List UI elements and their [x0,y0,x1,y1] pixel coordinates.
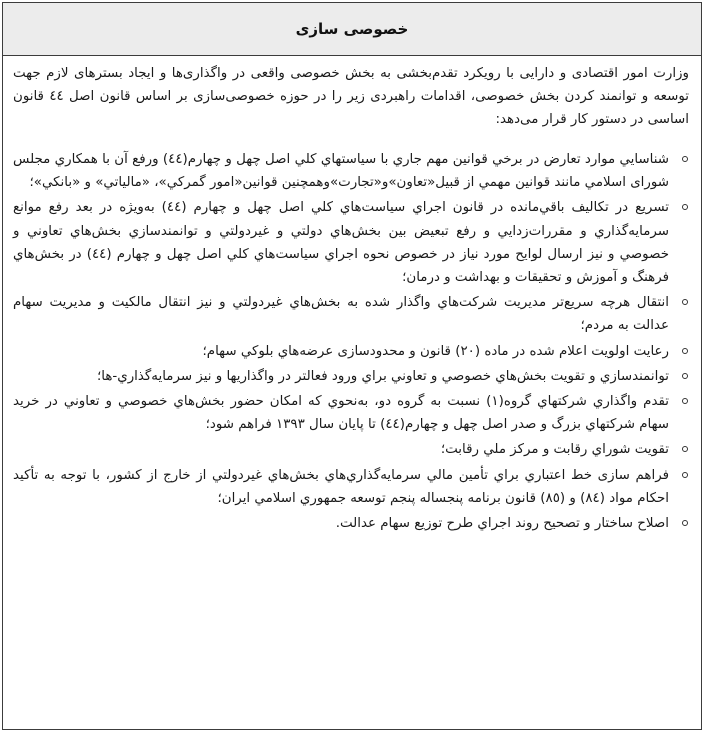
circle-bullet-icon [682,204,688,210]
list-item [13,340,691,363]
list-item-text: اصلاح ساختار و تصحيح روند اجراي طرح توزيع سهام عدالت. [335,516,669,532]
title-bar [3,3,701,56]
list-item-text: شناسايي موارد تعارض در برخي قوانين مهم جاري با سياستهاي كلي اصل چهل و چهارم(٤٤) ورفع آن با همكاري مجلس شوراى اسلامي مانند قوانين مهمي از قبيل«تعاون»و«تجارت»وهمچنين قوانين«امور گمركي»، «مالياتي» و «بانكي»؛ [13,152,669,191]
circle-bullet-icon [682,446,688,452]
list-item [13,196,691,289]
circle-bullet-icon [682,348,688,354]
document-content [3,56,701,535]
circle-bullet-icon [682,520,688,526]
action-list [13,148,691,535]
list-item [13,148,691,194]
list-item-text: توانمندسازي و تقويت بخش‌هاي خصوصي و تعاوني براي ورود فعالتر در واگذاريها و نيز سرمايه‌گذاري‌-ها؛ [97,368,669,384]
list-item-text: فراهم سازی خط اعتباري براي تأمين مالي سرمايه‌گذاري‌هاي بخش‌هاي غيردولتي از خارج از كشور، با توجه به تأكيد احكام مواد (٨٤) و (٨٥) قانون برنامه پنجساله پنجم توسعه جمهوري اسلامي ايران؛ [13,467,669,506]
list-item-text: رعايت اولويت اعلام شده در ماده (٢٠) قانون و محدودسازی عرضه‌هاي بلوكي سهام؛ [202,343,669,359]
list-item-text: تسريع در تكاليف باقي‌مانده در قانون اجراي سياست‌هاي كلي اصل چهل و چهارم (٤٤) به‌ويژه در بعد رفع موانع سرمايه‌گذاري و مقررات‌زدايي و رفع تبعيض بين بخش‌هاي دولتي و غيردولتي و توانمندسازي بخش‌هاي تعاوني و خصوصي و نيز ارسال لوايح مورد نياز در خصوص نحوه اجراي سياست‌هاي كلي اصل چهل و چهارم (٤٤) در بخش‌هاي فرهنگ و آموزش و تحقيقات و بهداشت و درمان؛ [13,200,669,286]
list-item-text: تقدم واگذاري شركتهاي گروه(١) نسبت به گروه دو، به‌نحوي كه امكان حضور بخش‌هاي خصوصي و تعاوني در خريد سهام شركتهاي بزرگ و صدر اصل چهل و چهارم(٤٤) تا پايان سال ١٣٩٣ فراهم شود؛ [13,394,669,433]
list-item [13,291,691,337]
list-item [13,365,691,388]
circle-bullet-icon [682,398,688,404]
circle-bullet-icon [682,373,688,379]
list-item-text: انتقال هرچه سريع‌تر مديريت شركت‌هاي واگذار شده به بخش‌هاي غيردولتي و نيز انتقال مالكيت و مديريت سهام عدالت به مردم؛ [13,295,669,334]
list-item-text: تقويت شوراي رقابت و مركز ملي رقابت؛ [440,442,669,458]
list-item [13,390,691,436]
circle-bullet-icon [682,299,688,305]
document-box [2,2,702,730]
document-title: خصوصی سازی [295,20,409,38]
list-item [13,464,691,510]
circle-bullet-icon [682,156,688,162]
list-item [13,512,691,535]
intro-paragraph: وزارت امور اقتصادی و دارایی با رویکرد تقدم‌بخشی به بخش خصوصی واقعی در واگذاری‌ها و ایجاد بسترهای لازم جهت توسعه و توانمند کردن بخش خصوصی، اقدامات راهبردی زیر را در حوزه خصوصی‌سازی بر اساس قانون اصل ٤٤ قانون اساسی در دستور کار قرار می‌دهد: [13,66,690,127]
list-item [13,438,691,461]
circle-bullet-icon [682,472,688,478]
